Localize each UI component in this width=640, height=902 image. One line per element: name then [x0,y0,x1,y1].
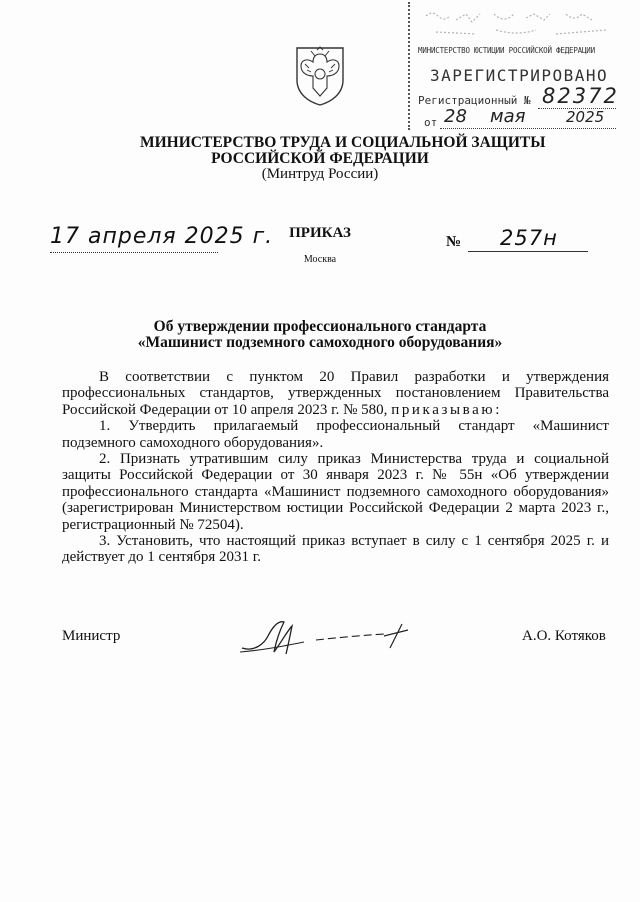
order-number-line [468,251,588,252]
signatory-position: Министр [62,628,121,644]
order-date-line [50,252,218,253]
signatory-name: А.О. Котяков [522,628,606,644]
order-date-handwritten: 17 апреля 2025 г. [50,224,274,249]
order-city: Москва [303,254,337,265]
ministry-short-name: (Минтруд России) [261,166,379,182]
ministry-name-line2: РОССИЙСКОЙ ФЕДЕРАЦИИ [211,150,429,167]
stamp-day: 28 [444,106,467,127]
order-body [62,369,609,566]
order-title-line1: Об утверждении профессионального стандарта [153,318,487,335]
order-type: ПРИКАЗ [289,225,351,241]
preamble-text: В соответствии с пунктом 20 Правил разработки и утверждения профессиональных стандартов, утвержденных постановлением Правительства Российской Федерации от 10 апреля 2023 г. № 580, [62,369,609,418]
stamp-month: мая [490,106,526,127]
stamp-scratches [416,6,616,42]
coat-of-arms-emblem [291,44,349,106]
order-word: приказываю: [391,401,502,418]
stamp-regnum-label: Регистрационный № [418,94,531,107]
clause-2: 2. Признать утратившим силу приказ Министерства труда и социальной защиты Российской Федерации от 30 января 2023 г. № 55н «Об утверждении профессионального стандарта «Машинист подземного самоходного оборудования» (зарегистрирован Министерством юстиции Российской Федерации 2 марта 2023 г., регистрационный № 72504). [62,451,609,533]
handwritten-signature [234,614,414,660]
stamp-regnum: 82372 [542,84,619,108]
stamp-registered: ЗАРЕГИСТРИРОВАНО [430,66,609,85]
order-title-line2: «Машинист подземного самоходного оборудования» [137,334,503,351]
registration-stamp [408,2,622,130]
order-number-handwritten: 257н [500,226,558,250]
stamp-ministry: МИНИСТЕРСТВО ЮСТИЦИИ РОССИЙСКОЙ ФЕДЕРАЦИИ [418,46,595,55]
ministry-name-line1: МИНИСТЕРСТВО ТРУДА И СОЦИАЛЬНОЙ ЗАЩИТЫ [140,134,546,151]
order-number-sign: № [446,234,462,250]
stamp-year: 2025 [566,108,605,126]
clause-3: 3. Установить, что настоящий приказ вступает в силу с 1 сентября 2025 г. и действует до 1 сентября 2031 г. [62,533,609,566]
clause-1: 1. Утвердить прилагаемый профессиональный стандарт «Машинист подземного самоходного оборудования». [62,418,609,451]
stamp-date-underline [440,128,616,129]
stamp-ot: от [424,116,438,129]
preamble-paragraph [62,369,609,418]
